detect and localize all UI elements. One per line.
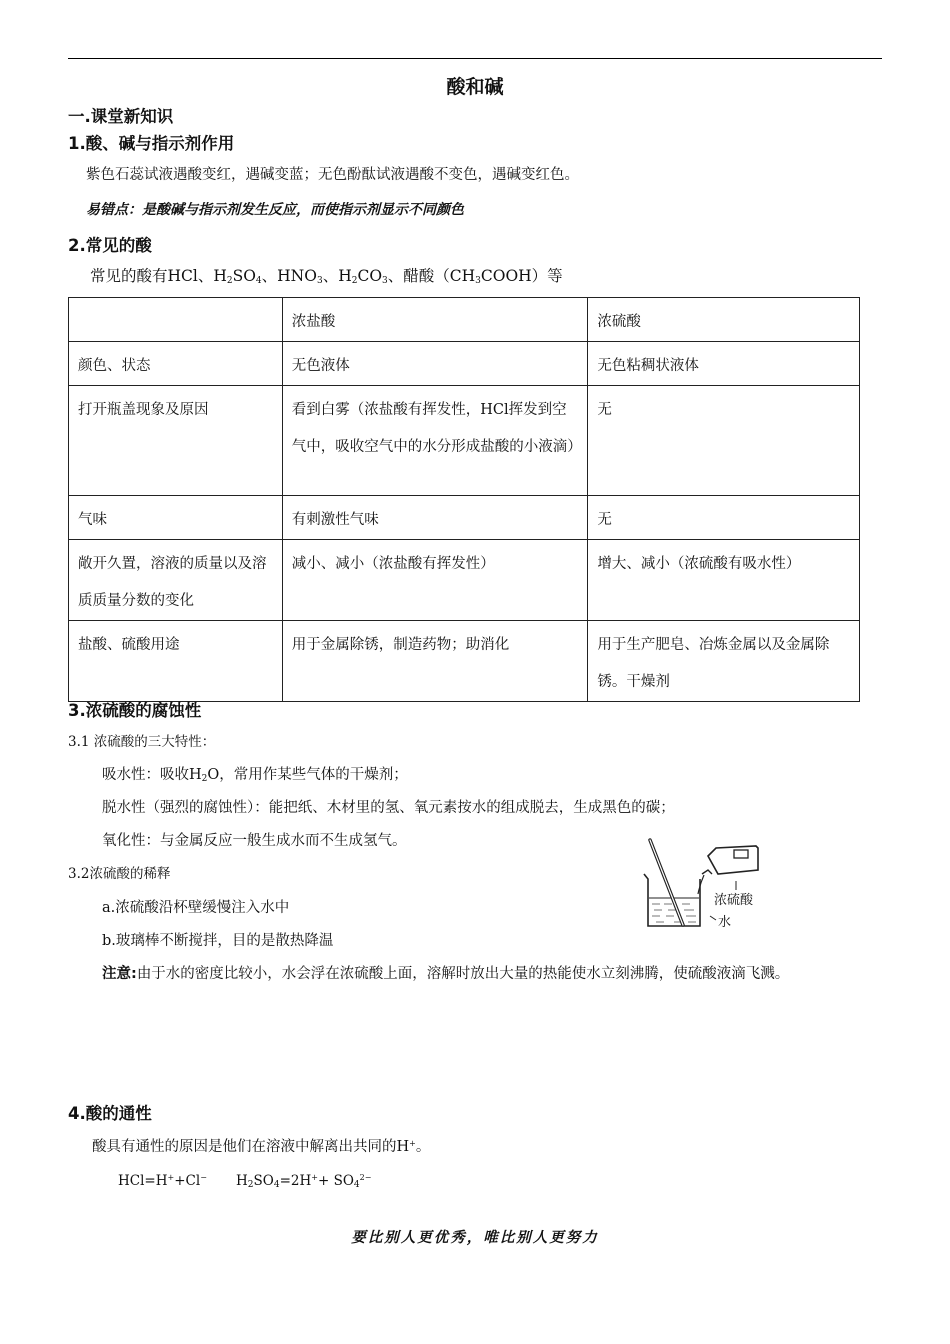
table-cell: 无 xyxy=(588,386,860,496)
acid-comparison-table xyxy=(68,297,860,702)
table-cell: 敞开久置，溶液的质量以及溶质质量分数的变化 xyxy=(69,540,283,621)
table-header-cell: 浓硫酸 xyxy=(588,298,860,342)
table-header-cell: 浓盐酸 xyxy=(282,298,588,342)
table-cell: 增大、减小（浓硫酸有吸水性） xyxy=(588,540,860,621)
water-label-leader xyxy=(710,916,716,920)
subsection-1-heading: 1.酸、碱与指示剂作用 xyxy=(68,134,235,153)
figure-label-water: 水 xyxy=(718,915,732,930)
dilution-diagram xyxy=(638,834,778,934)
water-absorption-text: 吸水性：吸收$H_2O$，常用作某些气体的干燥剂； xyxy=(102,767,408,784)
dilution-note: 注意:由于水的密度比较小，水会浮在浓硫酸上面，溶解时放出大量的热能使水立刻沸腾，使硫酸液滴飞溅。 xyxy=(102,966,790,982)
table-cell: 颜色、状态 xyxy=(69,342,283,386)
water-hatching xyxy=(652,904,696,922)
section-heading: 一.课堂新知识 xyxy=(68,107,174,126)
table-row xyxy=(69,540,860,621)
table-row xyxy=(69,386,860,496)
dilution-step-a: a.浓硫酸沿杯壁缓慢注入水中 xyxy=(102,900,290,916)
table-cell: 无色液体 xyxy=(282,342,588,386)
table-cell: 有刺激性气味 xyxy=(282,496,588,540)
table-header-cell xyxy=(69,298,283,342)
subsection-3-heading: 3.浓硫酸的腐蚀性 xyxy=(68,701,202,720)
footer-motto: 要比别人更优秀，唯比别人更努力 xyxy=(351,1229,599,1246)
table-header-row xyxy=(69,298,860,342)
table-row xyxy=(69,621,860,702)
table-cell: 用于生产肥皂、冶炼金属以及金属除锈。干燥剂 xyxy=(588,621,860,702)
table-cell: 打开瓶盖现象及原因 xyxy=(69,386,283,496)
properties-heading: 3.1 浓硫酸的三大特性： xyxy=(68,734,216,750)
error-point: 易错点：是酸碱与指示剂发生反应，而使指示剂显示不同颜色 xyxy=(86,202,464,218)
dehydration-text: 脱水性（强烈的腐蚀性）：能把纸、木材里的氢、氧元素按水的组成脱去，生成黑色的碳； xyxy=(102,800,675,816)
page-title: 酸和碱 xyxy=(446,76,504,98)
table-cell: 盐酸、硫酸用途 xyxy=(69,621,283,702)
oxidation-text: 氧化性：与金属反应一般生成水而不生成氢气。 xyxy=(102,833,407,849)
table-cell: 减小、减小（浓盐酸有挥发性） xyxy=(282,540,588,621)
table-cell: 看到白雾（浓盐酸有挥发性，HCl挥发到空气中，吸收空气中的水分形成盐酸的小液滴） xyxy=(282,386,588,496)
table-cell: 无色粘稠状液体 xyxy=(588,342,860,386)
indicator-text: 紫色石蕊试液遇酸变红，遇碱变蓝；无色酚酞试液遇酸不变色，遇碱变红色。 xyxy=(86,167,579,183)
equation-h2so4: $H_2SO_4=2H^++ SO_4^{2-}$ xyxy=(236,1173,372,1190)
bottle-label xyxy=(734,850,748,858)
table-row xyxy=(69,496,860,540)
table-row xyxy=(69,342,860,386)
acid-commonality-text: 酸具有通性的原因是他们在溶液中解离出共同的H+。 xyxy=(92,1139,431,1155)
common-acids-intro: 常见的酸有HCl、$H_2SO_4$、$HNO_3$、$H_2CO_3$、醋酸$(CH_3COOH)$等 xyxy=(90,267,563,286)
acid-bottle xyxy=(708,846,758,874)
table-cell: 无 xyxy=(588,496,860,540)
figure-label-acid: 浓硫酸 xyxy=(714,893,754,908)
table-cell: 气味 xyxy=(69,496,283,540)
subsection-4-heading: 4.酸的通性 xyxy=(68,1104,152,1123)
equation-hcl: HCl=H++Cl− xyxy=(118,1173,207,1189)
subsection-2-heading: 2.常见的酸 xyxy=(68,236,152,255)
header-rule xyxy=(68,58,882,59)
dilution-heading: 3.2浓硫酸的稀释 xyxy=(68,866,171,882)
table-cell: 用于金属除锈，制造药物；助消化 xyxy=(282,621,588,702)
dilution-step-b: b.玻璃棒不断搅拌，目的是散热降温 xyxy=(102,933,334,949)
